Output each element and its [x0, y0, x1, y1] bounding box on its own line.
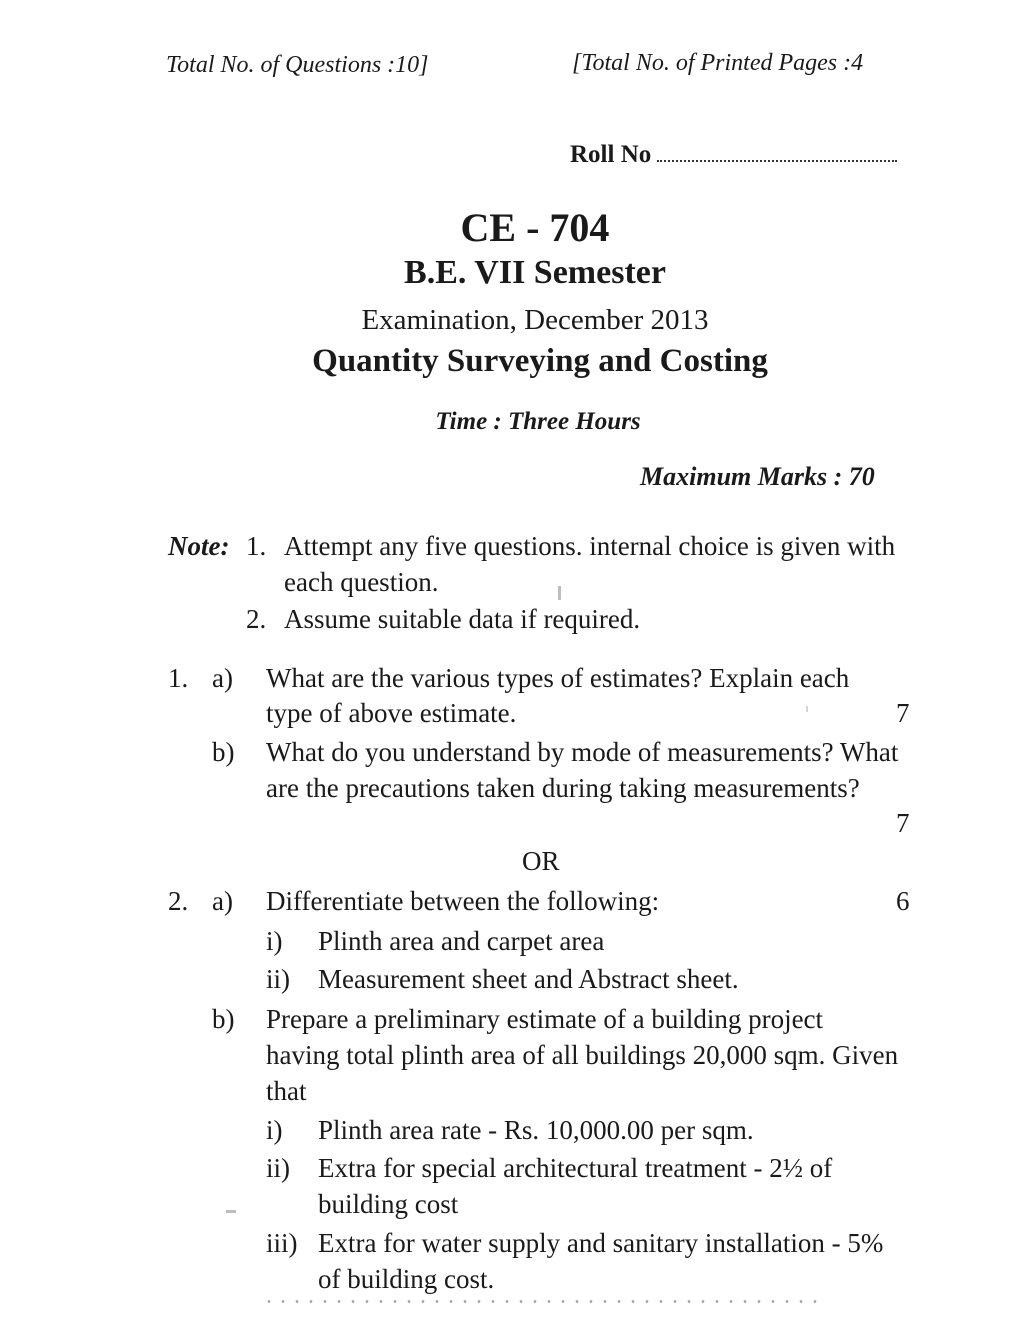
question-1b-label: b) — [212, 737, 235, 767]
cut-off-next-line — [262, 1300, 822, 1303]
note-item-2-line1: Assume suitable data if required. — [284, 604, 641, 634]
question-1b-line2: are the precautions taken during taking measurements? — [266, 773, 860, 803]
question-2a-sub-1-text: Plinth area and carpet area — [318, 926, 605, 956]
question-2b-sub-2-label: ii) — [266, 1153, 290, 1183]
maximum-marks: Maximum Marks : 70 — [640, 462, 875, 491]
or-separator: OR — [522, 846, 560, 876]
question-2a-line1: Differentiate between the following: — [266, 886, 660, 916]
subject-title: Quantity Surveying and Costing — [312, 343, 768, 379]
roll-no-field — [570, 140, 897, 169]
exam-session: Examination, December 2013 — [361, 304, 709, 336]
total-printed-pages: [Total No. of Printed Pages :4 — [572, 50, 864, 76]
course-code: CE - 704 — [460, 205, 610, 250]
question-2b-line1: Prepare a preliminary estimate of a building project — [266, 1004, 824, 1034]
question-2b-line2: having total plinth area of all buildings 20,000 sqm. Given — [266, 1040, 899, 1070]
note-label: Note: — [168, 531, 230, 561]
question-2-number: 2. — [168, 886, 189, 916]
semester-title: B.E. VII Semester — [404, 254, 666, 291]
question-1a-line2: type of above estimate. — [266, 698, 517, 728]
question-2b-line3: that — [266, 1076, 307, 1106]
question-1-number: 1. — [168, 663, 189, 693]
roll-no-label: Roll No — [570, 141, 652, 168]
question-2a-label: a) — [212, 886, 233, 916]
question-2b-sub-3-line1: Extra for water supply and sanitary installation - 5% — [318, 1228, 884, 1258]
question-2b-sub-1-label: i) — [266, 1115, 283, 1145]
scan-mark — [558, 586, 561, 600]
question-2a-sub-2-label: ii) — [266, 964, 290, 994]
question-2b-sub-2-line1: Extra for special architectural treatment - 2½ of — [318, 1153, 833, 1183]
question-2b-sub-3-line2: of building cost. — [318, 1264, 495, 1294]
question-2b-sub-3-label: iii) — [266, 1228, 298, 1258]
question-2a-sub-1-label: i) — [266, 926, 283, 956]
question-1b-marks: 7 — [896, 808, 910, 838]
total-questions: Total No. of Questions :10] — [166, 52, 429, 78]
question-1b-line1: What do you understand by mode of measurements? What — [266, 737, 899, 767]
question-2a-sub-2-text: Measurement sheet and Abstract sheet. — [318, 964, 739, 994]
question-2b-sub-1-text: Plinth area rate - Rs. 10,000.00 per sqm. — [318, 1115, 754, 1145]
question-1a-label: a) — [212, 663, 233, 693]
question-2a-marks: 6 — [896, 886, 910, 916]
question-1a-line1: What are the various types of estimates? Explain each — [266, 663, 850, 693]
note-item-1-line1: Attempt any five questions. internal choice is given with — [284, 531, 896, 561]
roll-no-dots — [657, 140, 897, 162]
scan-mark — [226, 1210, 236, 1213]
scan-mark — [806, 706, 808, 712]
note-item-1-line2: each question. — [284, 567, 439, 597]
exam-time: Time : Three Hours — [435, 408, 641, 435]
note-item-1-number: 1. — [246, 531, 267, 561]
note-item-2-number: 2. — [246, 604, 267, 634]
question-2b-sub-2-line2: building cost — [318, 1189, 459, 1219]
question-1a-marks: 7 — [896, 698, 910, 728]
question-2b-label: b) — [212, 1004, 235, 1034]
